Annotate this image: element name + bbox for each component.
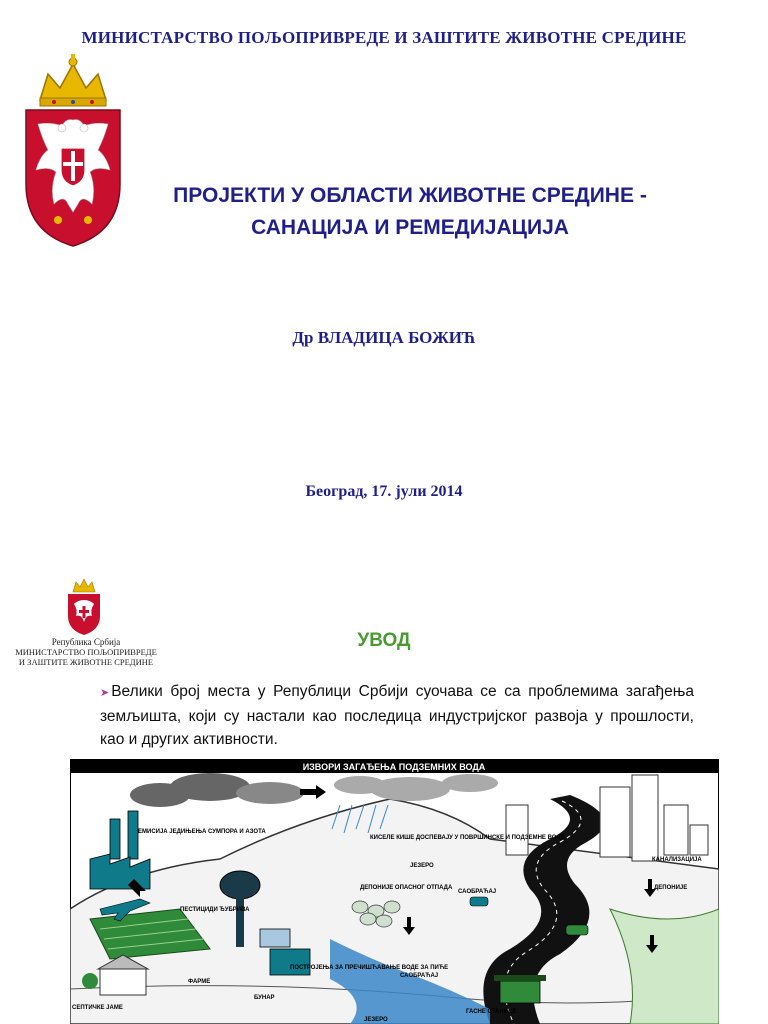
label-sewer: КАНАЛИЗАЦИЈА (652, 857, 702, 863)
ministry-header: МИНИСТАРСТВО ПОЉОПРИВРЕДЕ И ЗАШТИТЕ ЖИВОТНЕ СРЕДИНЕ (81, 28, 687, 47)
groundwater-pollution-diagram (70, 759, 719, 1024)
logo-line-3: И ЗАШТИТЕ ЖИВОТНЕ СРЕДИНЕ (18, 657, 154, 667)
label-traffic: САОБРАЋАЈ (458, 889, 497, 895)
logo-line-1: Република Србија (51, 637, 121, 647)
crown-icon (40, 54, 106, 106)
label-lake-top: ЈЕЗЕРО (410, 863, 434, 869)
title-line-1: ПРОЈЕКТИ У ОБЛАСТИ ЖИВОТНЕ СРЕДИНЕ - (173, 184, 647, 207)
truck-icon (566, 925, 588, 935)
small-coat-of-arms-icon (64, 578, 104, 636)
intro-paragraph (100, 680, 694, 751)
label-emission: ЕМИСИЈА ЈЕДИЊЕЊА СУМПОРА И АЗОТА (138, 829, 266, 835)
place-date: Београд, 17. јули 2014 (305, 483, 463, 500)
label-pesticides: ПЕСТИЦИДИ ЂУБРИВА (180, 907, 250, 913)
label-water-treatment: ПОСТРОЈЕЊА ЗА ПРЕЧИШЋАВАЊЕ ВОДЕ ЗА ПИЋЕ (290, 965, 449, 971)
bullet-arrow-icon: ➤ (100, 687, 110, 699)
author-name: Др ВЛАДИЦА БОЖИЋ (292, 328, 476, 347)
intro-heading: УВОД (357, 630, 411, 651)
logo-line-2: МИНИСТАРСТВО ПОЉОПРИВРЕДЕ (15, 647, 157, 657)
label-acid-rain: КИСЕЛЕ КИШЕ ДОСПЕВАЈУ У ПОВРШИНСКЕ И ПОДЗЕМНЕ ВОДЕ (370, 835, 565, 841)
label-traffic-bottom: САОБРАЋАЈ (400, 973, 439, 979)
diagram-title: ИЗВОРИ ЗАГАЂЕЊА ПОДЗЕМНИХ ВОДА (302, 762, 486, 772)
label-septic: СЕПТИЧКЕ ЈАМЕ (72, 1005, 123, 1011)
label-dumps: ДЕПОНИЈЕ (654, 885, 688, 891)
label-landfill: ДЕПОНИЈЕ ОПАСНОГ ОТПАДА (360, 885, 453, 891)
gas-station-icon (494, 975, 546, 1003)
car-icon (470, 897, 488, 906)
label-farms: ФАРМЕ (188, 979, 211, 985)
title-line-2: САНАЦИЈА И РЕМЕДИЈАЦИЈА (251, 216, 569, 239)
label-gas-stations: ГАСНЕ СТАНИЦЕ (466, 1009, 517, 1015)
coat-of-arms-icon (18, 54, 128, 250)
label-lake-bottom: ЈЕЗЕРО (364, 1017, 388, 1023)
page-title (140, 180, 680, 244)
intro-text: Велики број места у Републици Србији суочава се са проблемима загађења земљишта, који су настали као последица индустријског развоја у прошлости, као и других активности. (100, 683, 694, 748)
label-well: БУНАР (254, 995, 275, 1001)
